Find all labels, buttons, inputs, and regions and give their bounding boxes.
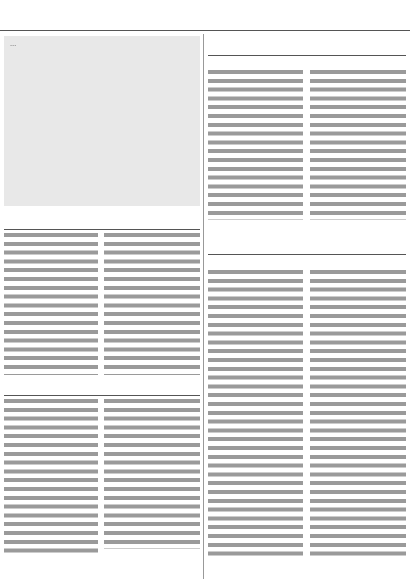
- left-top-col-1: [4, 233, 98, 375]
- editorial-box: [4, 36, 200, 206]
- left-top-col-2: [104, 233, 200, 375]
- left-bottom-title-rule: [4, 395, 200, 396]
- right-bottom-title-rule: [208, 254, 406, 255]
- left-bottom-col-2: [104, 399, 200, 549]
- left-bottom-col-1: [4, 399, 98, 557]
- editorial-text: …: [10, 41, 17, 48]
- right-top-col-1: [208, 70, 303, 220]
- right-bottom-col-2: [310, 270, 406, 556]
- headline-rule: [0, 30, 410, 31]
- right-bottom-col-1: [208, 270, 303, 556]
- column-divider: [203, 34, 204, 579]
- right-top-title-rule: [208, 55, 406, 56]
- page-headline: [0, 0, 410, 30]
- right-top-col-2: [310, 70, 406, 220]
- left-top-title-rule: [4, 229, 200, 230]
